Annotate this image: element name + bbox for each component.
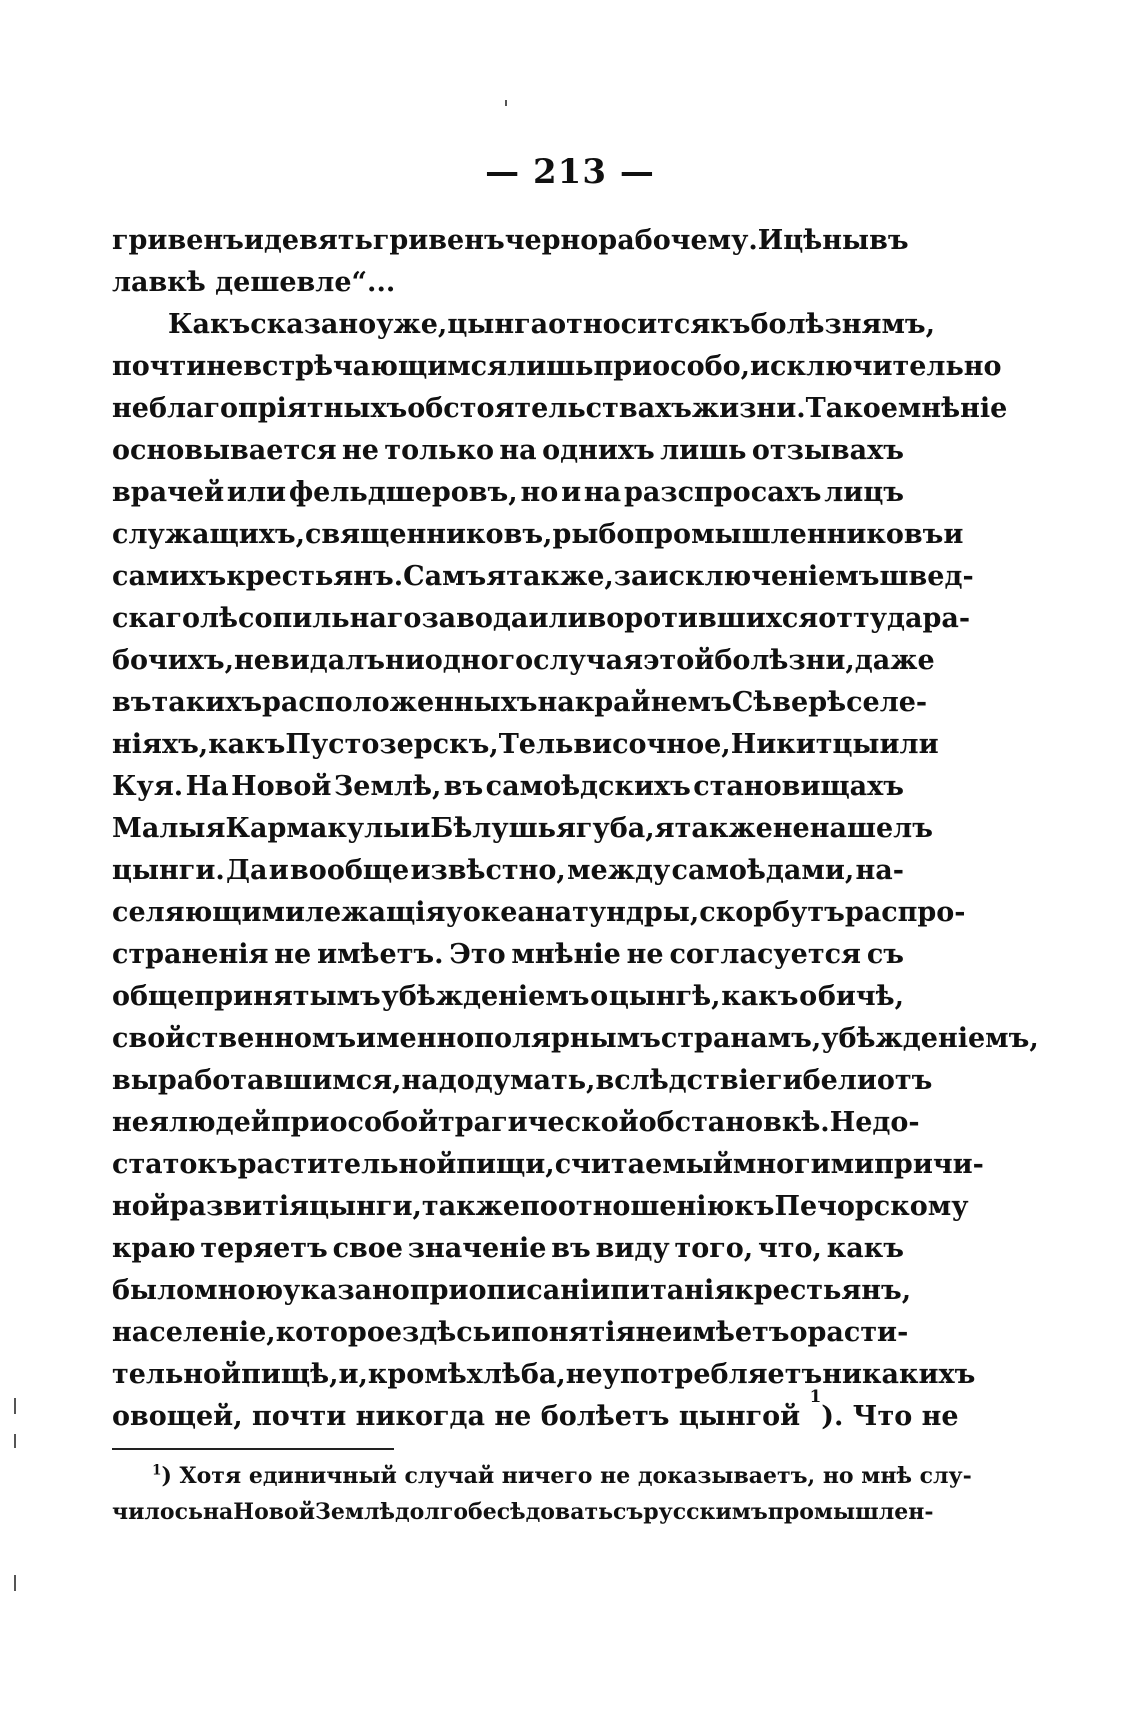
word: чилось xyxy=(112,1499,203,1525)
text-line xyxy=(112,1144,984,1186)
word: того, xyxy=(674,1233,754,1264)
word: я xyxy=(654,813,675,844)
word: врачей xyxy=(112,477,225,508)
word: кромѣ xyxy=(367,1359,467,1390)
word: при xyxy=(593,351,653,382)
word: ной xyxy=(112,1191,170,1222)
text-line xyxy=(112,304,936,346)
word: что, xyxy=(758,1233,822,1264)
word: здѣсь xyxy=(402,1317,491,1348)
word: на- xyxy=(855,855,904,886)
word: на xyxy=(499,435,537,466)
word: не xyxy=(772,813,810,844)
word: чернорабочему. xyxy=(504,225,758,256)
word: исключительно xyxy=(750,351,1002,382)
word: обстоятельствахъ xyxy=(407,393,692,424)
word: въ xyxy=(112,687,152,718)
word: Самъ xyxy=(403,561,487,592)
word: считаемый xyxy=(554,1149,733,1180)
word: виду xyxy=(595,1233,670,1264)
page-number: — 213 — xyxy=(485,152,655,192)
word: какъ xyxy=(208,729,286,760)
word: населеніе, xyxy=(112,1317,276,1348)
word: которое xyxy=(275,1317,402,1348)
word: бичѣ, xyxy=(817,981,904,1012)
word: уже, xyxy=(376,309,448,340)
word: понятія xyxy=(511,1317,636,1348)
word: становищахъ xyxy=(693,771,904,802)
word: обстановкѣ. xyxy=(638,1107,830,1138)
body-text xyxy=(112,220,1039,1438)
word: я xyxy=(486,561,507,592)
word: исключеніемъ xyxy=(648,561,880,592)
word: къ xyxy=(710,309,751,340)
word: убѣжденіемъ, xyxy=(821,1023,1039,1054)
text-line xyxy=(112,724,939,766)
word: расположенныхъ xyxy=(262,687,538,718)
word: рыбопромышленниковъ xyxy=(552,519,944,550)
word: самоѣдскихъ xyxy=(485,771,691,802)
word: бочихъ, xyxy=(112,645,235,676)
word: Малыя xyxy=(112,813,226,844)
word: лишь xyxy=(660,435,747,466)
word: при xyxy=(409,1275,469,1306)
word: лишь xyxy=(507,351,594,382)
text-line xyxy=(112,1354,976,1396)
word: не xyxy=(626,939,664,970)
word: тельной xyxy=(112,1359,242,1390)
word: лицъ xyxy=(824,477,904,508)
word: Новой xyxy=(231,771,332,802)
word: мнѣніе xyxy=(897,393,1008,424)
word: значеніе xyxy=(407,1233,547,1264)
word: краю xyxy=(112,1233,196,1264)
text-line xyxy=(112,640,935,682)
scan-artifact xyxy=(14,1434,16,1448)
word: въ xyxy=(869,225,909,256)
text-line xyxy=(112,556,974,598)
word: служащихъ, xyxy=(112,519,305,550)
word: воротившихся xyxy=(587,603,819,634)
word: мнѣніе xyxy=(511,939,621,970)
word: основывается xyxy=(112,435,337,466)
word: именно xyxy=(356,1023,475,1054)
word: тундры, xyxy=(572,897,700,928)
word: о xyxy=(799,981,818,1012)
word: также xyxy=(421,1191,521,1222)
word: распро- xyxy=(844,897,966,928)
word: общепринятымъ xyxy=(112,981,381,1012)
word: крестьянъ, xyxy=(734,1275,912,1306)
word: Землѣ xyxy=(315,1499,396,1525)
text-line xyxy=(112,598,971,640)
text-line xyxy=(112,346,1002,388)
word: полярнымъ xyxy=(474,1023,661,1054)
word: девять xyxy=(263,225,373,256)
word: не xyxy=(234,645,271,676)
word: отзывахъ xyxy=(751,435,904,466)
text-line xyxy=(112,766,904,808)
word: о xyxy=(590,981,609,1012)
word: Это xyxy=(449,939,506,970)
word: губа, xyxy=(575,813,655,844)
word: и xyxy=(490,1317,512,1348)
word: думать, xyxy=(474,1065,596,1096)
word: и xyxy=(268,855,289,886)
text-line xyxy=(112,1060,933,1102)
word: самихъ xyxy=(112,561,227,592)
word: также, xyxy=(506,561,614,592)
word: свое xyxy=(332,1233,403,1264)
word: фельдшеровъ, xyxy=(288,477,518,508)
footnote-divider xyxy=(112,1448,394,1450)
word: Тельвисочное, xyxy=(498,729,731,760)
word: оттуда xyxy=(818,603,923,634)
word: селяющими xyxy=(112,897,306,928)
word: отъ xyxy=(876,1065,933,1096)
word: особой xyxy=(329,1107,439,1138)
word: за xyxy=(613,561,649,592)
scan-artifact xyxy=(14,1398,16,1414)
word: но xyxy=(520,477,559,508)
word: при xyxy=(270,1107,330,1138)
word: у xyxy=(445,897,463,928)
word: и xyxy=(410,813,431,844)
text-line xyxy=(112,1102,920,1144)
word: хлѣба, xyxy=(466,1359,566,1390)
text-line xyxy=(112,1228,904,1270)
word: встрѣчающимся xyxy=(243,351,508,382)
word: никакихъ xyxy=(822,1359,976,1390)
word: неблагопріятныхъ xyxy=(112,393,408,424)
word: страненія xyxy=(112,939,269,970)
word: и, xyxy=(338,1359,368,1390)
word: странамъ, xyxy=(660,1023,822,1054)
text-line xyxy=(112,682,928,724)
word: также xyxy=(674,813,773,844)
word: этой xyxy=(643,645,715,676)
word: вообще xyxy=(290,855,410,886)
word: многими xyxy=(732,1149,875,1180)
word: употребляетъ xyxy=(602,1359,823,1390)
word: почти xyxy=(112,351,207,382)
word: Кармакулы xyxy=(225,813,411,844)
word: и xyxy=(243,225,264,256)
word: и xyxy=(943,519,964,550)
word: развитія xyxy=(169,1191,310,1222)
word: Землѣ, xyxy=(333,771,442,802)
word: жизни. xyxy=(691,393,806,424)
word: ра- xyxy=(922,603,971,634)
word: Куя. xyxy=(112,771,184,802)
word: нея xyxy=(112,1107,169,1138)
word: статокъ xyxy=(112,1149,238,1180)
word: или xyxy=(226,477,287,508)
word: ніяхъ, xyxy=(112,729,209,760)
word: вслѣдствіе xyxy=(595,1065,767,1096)
word: Новой xyxy=(233,1499,316,1525)
word: Бѣлушья xyxy=(430,813,576,844)
word: причи- xyxy=(874,1149,984,1180)
word: отношенію xyxy=(557,1191,735,1222)
word: океана xyxy=(462,897,573,928)
word: бесѣдовать xyxy=(468,1499,614,1525)
footnote-line xyxy=(112,1494,934,1530)
word: не xyxy=(565,1359,603,1390)
word: селе- xyxy=(846,687,928,718)
word: завода xyxy=(421,603,529,634)
footnote-reference[interactable]: 1 xyxy=(809,1386,822,1406)
word: съ xyxy=(613,1499,644,1525)
text-line xyxy=(112,472,904,514)
word: Сѣверѣ xyxy=(731,687,847,718)
word: гривенъ xyxy=(112,225,244,256)
word: на xyxy=(202,1499,234,1525)
word: скаго xyxy=(112,603,200,634)
text-line xyxy=(112,514,964,556)
word: имѣетъ. xyxy=(317,939,444,970)
word: русскимъ xyxy=(643,1499,768,1525)
word: растительной xyxy=(237,1149,457,1180)
footnote xyxy=(112,1458,972,1530)
word: промышлен- xyxy=(767,1499,934,1525)
word: или xyxy=(528,603,588,634)
word: выработавшимся, xyxy=(112,1065,402,1096)
word: на xyxy=(583,477,622,508)
word: убѣжденіемъ xyxy=(381,981,590,1012)
text-line: лавкѣ дешевле“... xyxy=(112,267,396,298)
word: не xyxy=(206,351,244,382)
word: только xyxy=(384,435,494,466)
word: гривенъ xyxy=(372,225,505,256)
word: о xyxy=(789,1317,808,1348)
word: случая xyxy=(533,645,644,676)
word: расти- xyxy=(807,1317,909,1348)
word: нашелъ xyxy=(809,813,933,844)
word: свойственномъ xyxy=(112,1023,357,1054)
word: На xyxy=(185,771,229,802)
word: лежащія xyxy=(305,897,446,928)
word: Никитцы xyxy=(730,729,880,760)
text-line xyxy=(112,976,904,1018)
footnote-line: $^1$) Хотя единичный случай ничего не доказываетъ, но мнѣ слу- xyxy=(152,1462,972,1489)
word: крайнемъ xyxy=(574,687,732,718)
word: въ xyxy=(443,771,484,802)
word: относится xyxy=(548,309,711,340)
word: священниковъ, xyxy=(304,519,553,550)
word: было xyxy=(112,1275,195,1306)
word: Какъ xyxy=(168,309,251,340)
word: описаніи xyxy=(468,1275,611,1306)
word: долго xyxy=(395,1499,469,1525)
word: Да xyxy=(226,855,268,886)
word: къ xyxy=(734,1191,775,1222)
word: одного xyxy=(424,645,534,676)
word: такихъ xyxy=(151,687,263,718)
word: питанія xyxy=(610,1275,735,1306)
word: самоѣдами, xyxy=(671,855,855,886)
word: даже xyxy=(854,645,935,676)
word: цынги, xyxy=(309,1191,422,1222)
text-line xyxy=(112,1018,1039,1060)
word: цынга xyxy=(447,309,549,340)
text-line xyxy=(112,934,904,976)
word: имѣетъ xyxy=(672,1317,790,1348)
word: крестьянъ. xyxy=(226,561,404,592)
word: и xyxy=(561,477,582,508)
word: людей xyxy=(168,1107,271,1138)
text-line xyxy=(112,220,909,262)
word: или xyxy=(879,729,939,760)
word: цынги. xyxy=(112,855,225,886)
word: цынгѣ, xyxy=(608,981,721,1012)
text-line xyxy=(112,388,1008,430)
text-line xyxy=(112,1186,969,1228)
text-line xyxy=(112,1270,912,1312)
word: извѣстно, xyxy=(410,855,566,886)
word: указано xyxy=(283,1275,410,1306)
word: не xyxy=(274,939,312,970)
word: Недо- xyxy=(829,1107,920,1138)
text-line xyxy=(112,892,966,934)
word: болѣзнямъ, xyxy=(750,309,936,340)
text-line xyxy=(112,1312,909,1354)
word: надо xyxy=(401,1065,475,1096)
text-line xyxy=(112,808,933,850)
scan-artifact xyxy=(505,100,507,106)
footnote-marker: 1 xyxy=(152,1462,162,1479)
word: на xyxy=(537,687,575,718)
word: гибели xyxy=(766,1065,877,1096)
word: И xyxy=(757,225,784,256)
word: цѣны xyxy=(783,225,870,256)
word: разспросахъ xyxy=(624,477,822,508)
word: трагической xyxy=(438,1107,639,1138)
word: между xyxy=(567,855,671,886)
word: Печорскому xyxy=(774,1191,969,1222)
word: ни xyxy=(385,645,425,676)
word: видалъ xyxy=(270,645,385,676)
scan-artifact xyxy=(14,1575,16,1591)
word: лѣсопильнаго xyxy=(200,603,422,634)
word: Такое xyxy=(805,393,898,424)
word: болѣзни, xyxy=(714,645,855,676)
word: не xyxy=(342,435,379,466)
word: однихъ xyxy=(542,435,655,466)
text-line xyxy=(112,430,904,472)
word: скорбутъ xyxy=(699,897,845,928)
word: по xyxy=(520,1191,558,1222)
word: сказано xyxy=(250,309,377,340)
word: Пустозерскъ, xyxy=(285,729,499,760)
word: съ xyxy=(866,939,904,970)
word: швед- xyxy=(879,561,974,592)
word: мною xyxy=(194,1275,284,1306)
word: какъ xyxy=(721,981,799,1012)
word: пищи, xyxy=(456,1149,555,1180)
text-line xyxy=(112,850,904,892)
word: не xyxy=(635,1317,673,1348)
word: согласуется xyxy=(669,939,861,970)
word: какъ xyxy=(826,1233,904,1264)
word: теряетъ xyxy=(200,1233,328,1264)
text-line: овощей, почти никогда не болѣетъ цынгой 1 ). Что не xyxy=(112,1396,904,1438)
word: пищѣ, xyxy=(241,1359,339,1390)
word: въ xyxy=(551,1233,591,1264)
word: особо, xyxy=(652,351,751,382)
